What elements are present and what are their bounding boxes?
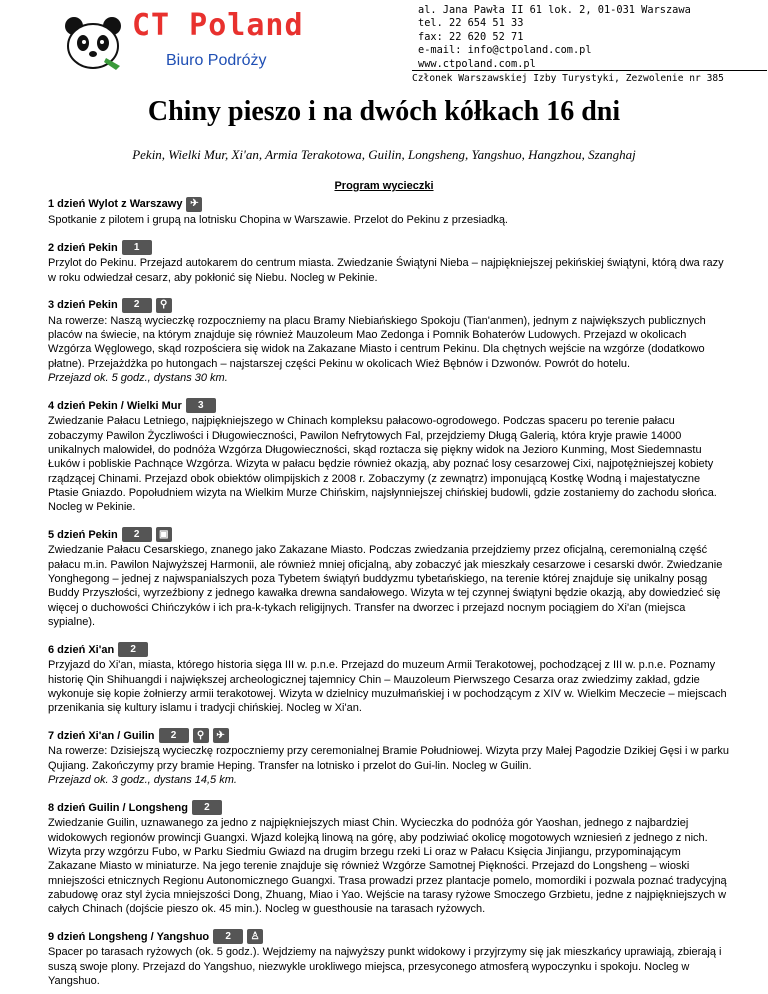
letterhead bbox=[0, 0, 768, 92]
brand-name: CT Poland bbox=[132, 8, 304, 43]
hike-icon: ♙ bbox=[247, 929, 263, 944]
day-3 bbox=[48, 297, 732, 385]
day-title: 7 dzień Xi'an / Guilin bbox=[48, 729, 155, 742]
hotel-2-icon: 2 bbox=[118, 642, 148, 657]
day-text: Zwiedzanie Pałacu Letniego, najpiękniejszego w Chinach kompleksu pałacowo-ogrodowego. Podczas spaceru po terenie pałacu zobaczymy Pawilon Życzliwości i Długowieczności, Pawilon Nefrytowych Fal, przejdziemy Długą Galerią, która kryje prawie 14000 unikalnych malowideł, do podnóża Wzgórza Długowieczności, skąd roztacza się piękny widok na Jezioro Kunming, Most Siedemnastu Łuków i pobliskie Pachnące Wzgórza. Wizyta w pałacu będzie również okazją, aby poznać losy cesarzowej Cixi, najpotężniejszej kobiety rządzącej Chinami. Przejazd obok obiektów olimpijskich z 2008 r. Zobaczymy (z zewnątrz) imponującą Kostkę Wodną i majestatyczne Ptasie Gniazdo. Popołudniem wizyta na Wielkim Murze Chińskim, najsłynniejszej chińskiej budowli, gdzie zostaniemy do zachodu słońca. Nocleg w Pekinie. bbox=[48, 415, 717, 514]
day-8 bbox=[48, 799, 732, 916]
bike-icon: ⚲ bbox=[156, 298, 172, 313]
address: al. Jana Pawła II 61 lok. 2, 01-031 Warszawa bbox=[418, 4, 691, 16]
day-5 bbox=[48, 526, 732, 629]
day-1 bbox=[48, 196, 732, 227]
phone: tel. 22 654 51 33 bbox=[418, 17, 524, 30]
hotel-3-icon: 3 bbox=[186, 398, 216, 413]
website[interactable]: www.ctpoland.com.pl bbox=[418, 57, 536, 70]
day-text: Zwiedzanie Pałacu Cesarskiego, znanego jako Zakazane Miasto. Podczas zwiedzania przejdziemy przez oficjalną, ceremonialną część pałacu m.in. Pawilon Najwyższej Harmonii, ale również mniej oficjalną, aby zobaczyć jak mieszkały cesarzowe i cesarski dwór. Zwiedzanie Yonghegong – jednej z najwspanialszych poza Tybetem świątyń buddyzmu tybetańskiego, na terenie której znajduje się unikalny posąg Buddy Przyszłości, wyrzeźbiony z jednego kawałka drewna sandałowego. Wizyta w tej czynnej świątyni będzie okazją, aby dowiedzieć się więcej o duchowości Chińczyków i ich pra-k-tykach religijnych. Transfer na dworzec i przejazd nocnym pociągiem do Xi'an (miejsca sypialne). bbox=[48, 544, 723, 628]
day-text: Na rowerze: Dzisiejszą wycieczkę rozpoczniemy przy ceremonialnej Bramie Południowej. Wizyta przy Małej Pagodzie Dzikiej Gęsi i w parku Qujiang. Zakończymy przy bramie Heping. Transfer na lotnisko i przelot do Gui-lin. Nocleg w Guilin. bbox=[48, 745, 730, 772]
brand-subtitle: Biuro Podróży bbox=[166, 52, 267, 69]
day-text: Zwiedzanie Guilin, uznawanego za jedno z najpiękniejszych miast Chin. Wycieczka do podnóża gór Yaoshan, jednego z najbardziej widokowych regionów prowincji Guangxi. Wjazd kolejką linową na górę, aby podziwiać okolicę mogotowych wzniesień z jednego z nich. Wizyta przy wzgórzu Fubo, w Parku Siedmiu Gwiazd na drugim brzegu rzeki Li oraz w Pałacu Księcia Jinjiangu, przypominającym Zakazane Miasto w miniaturze. Na jego terenie znajduje się również Wzgórze Samotnej Piękności. Przejazd do Longsheng – wioski mniejszości etnicznych Regionu Autonomicznego Guangxi. Trasa prowadzi przez plantacje pomelo, momordiki i pozwala poznać tradycyjną zabudowę oraz styl życia mniejszości Dong, Zhuang, Miao i Yao. Wejście na tarasy ryżowe Smoczego Grzbietu, jedne z najpiękniejszych w całych Chinach (dojście pieszo ok. 45 min.). Nocleg w guesthousie na tarasach ryżowych. bbox=[48, 817, 727, 916]
membership-line: Członek Warszawskiej Izby Turystyki, Zezwolenie nr 385 bbox=[412, 70, 767, 84]
hotel-2-icon: 2 bbox=[122, 527, 152, 542]
day-title: 5 dzień Pekin bbox=[48, 528, 118, 541]
plane-icon: ✈ bbox=[213, 728, 229, 743]
hotel-1-icon: 1 bbox=[122, 240, 152, 255]
day-title: 1 dzień Wylot z Warszawy bbox=[48, 198, 183, 211]
hotel-2-icon: 2 bbox=[159, 728, 189, 743]
day-title: 9 dzień Longsheng / Yangshuo bbox=[48, 930, 210, 943]
day-text: Przyjazd do Xi'an, miasta, którego historia sięga III w. p.n.e. Przejazd do muzeum Armii Terakotowej, pochodzącej z III w. p.n.e. Poznamy historię Qin Shihuangdi i największej archeologicznej tajemnicy Chin – Mauzoleum Pierwszego Cesarza oraz zwiedzimy zakład, gdzie wykonuje się kopie żołnierzy armii terakotowej. Wizyta w dzielnicy muzułmańskiej i w pochodzącym z XIV w. Wielkim Meczecie – miejscach przenikania się kultury islamu i tradycji chińskiej. Nocleg w Xi'an. bbox=[48, 659, 727, 715]
day-title: 4 dzień Pekin / Wielki Mur bbox=[48, 399, 182, 412]
hotel-2-icon: 2 bbox=[213, 929, 243, 944]
day-text: Przylot do Pekinu. Przejazd autokarem do centrum miasta. Zwiedzanie Świątyni Nieba – najpiękniejszej pekińskiej świątyni, którą dwa razy w roku odwiedzał cesarz, aby pokłonić się Niebu. Nocleg w Pekinie. bbox=[48, 257, 724, 284]
day-9 bbox=[48, 928, 732, 988]
hotel-2-icon: 2 bbox=[192, 800, 222, 815]
fax: fax: 22 620 52 71 bbox=[418, 30, 524, 43]
page-title: Chiny pieszo i na dwóch kółkach 16 dni bbox=[147, 96, 621, 127]
email[interactable]: e-mail: info@ctpoland.com.pl bbox=[418, 44, 592, 57]
day-note: Przejazd ok. 5 godz., dystans 30 km. bbox=[48, 372, 228, 385]
day-7 bbox=[48, 727, 732, 787]
contact-block bbox=[418, 4, 763, 71]
panda-icon bbox=[62, 14, 124, 72]
program-heading: Program wycieczki bbox=[334, 180, 434, 192]
day-text: Spacer po tarasach ryżowych (ok. 5 godz.). Wejdziemy na najwyższy punkt widokowy i przyjrzymy się jak mieszkańcy uprawiają, zbierają i suszą swoje plony. Przejazd do Yangshuo, niezwykle urokliwego miejsca, przesyconego atmosferą wypoczynku i spokoju. Nocleg w Yangshuo. bbox=[48, 946, 722, 987]
itinerary bbox=[48, 196, 732, 988]
day-text: Na rowerze: Naszą wycieczkę rozpoczniemy na placu Bramy Niebiańskiego Spokoju (Tian'anmen), jednym z największych publicznych placów na świecie, na którym znajduje się również Mauzoleum Mao Zedonga i Pomnik Bohaterów Ludowych. Przejazd w okolicach Wzgórza Węglowego, skąd rozpościera się widok na Zakazane Miasto i centrum Pekinu. Dla chętnych wejście na wzgórze (dodatkowo płatne). Przejażdżka po hutongach – najstarszej części Pekinu w okolicach Wież Bębnów i Dzwonów. Powrót do hotelu. bbox=[48, 314, 706, 370]
route-subtitle: Pekin, Wielki Mur, Xi'an, Armia Terakotowa, Guilin, Longsheng, Yangshuo, Hangzhou, Szanghaj bbox=[132, 147, 636, 162]
day-6 bbox=[48, 641, 732, 715]
bike-icon: ⚲ bbox=[193, 728, 209, 743]
plane-icon: ✈ bbox=[186, 197, 202, 212]
day-text: Spotkanie z pilotem i grupą na lotnisku Chopina w Warszawie. Przelot do Pekinu z przesiadką. bbox=[48, 214, 508, 226]
day-title: 6 dzień Xi'an bbox=[48, 643, 115, 656]
day-title: 3 dzień Pekin bbox=[48, 299, 118, 312]
day-2 bbox=[48, 239, 732, 285]
day-note: Przejazd ok. 3 godz., dystans 14,5 km. bbox=[48, 774, 237, 787]
day-4 bbox=[48, 397, 732, 514]
day-title: 2 dzień Pekin bbox=[48, 241, 118, 254]
day-title: 8 dzień Guilin / Longsheng bbox=[48, 801, 188, 814]
company-logo bbox=[58, 8, 318, 78]
hotel-2-icon: 2 bbox=[122, 298, 152, 313]
train-icon: ▣ bbox=[156, 527, 172, 542]
